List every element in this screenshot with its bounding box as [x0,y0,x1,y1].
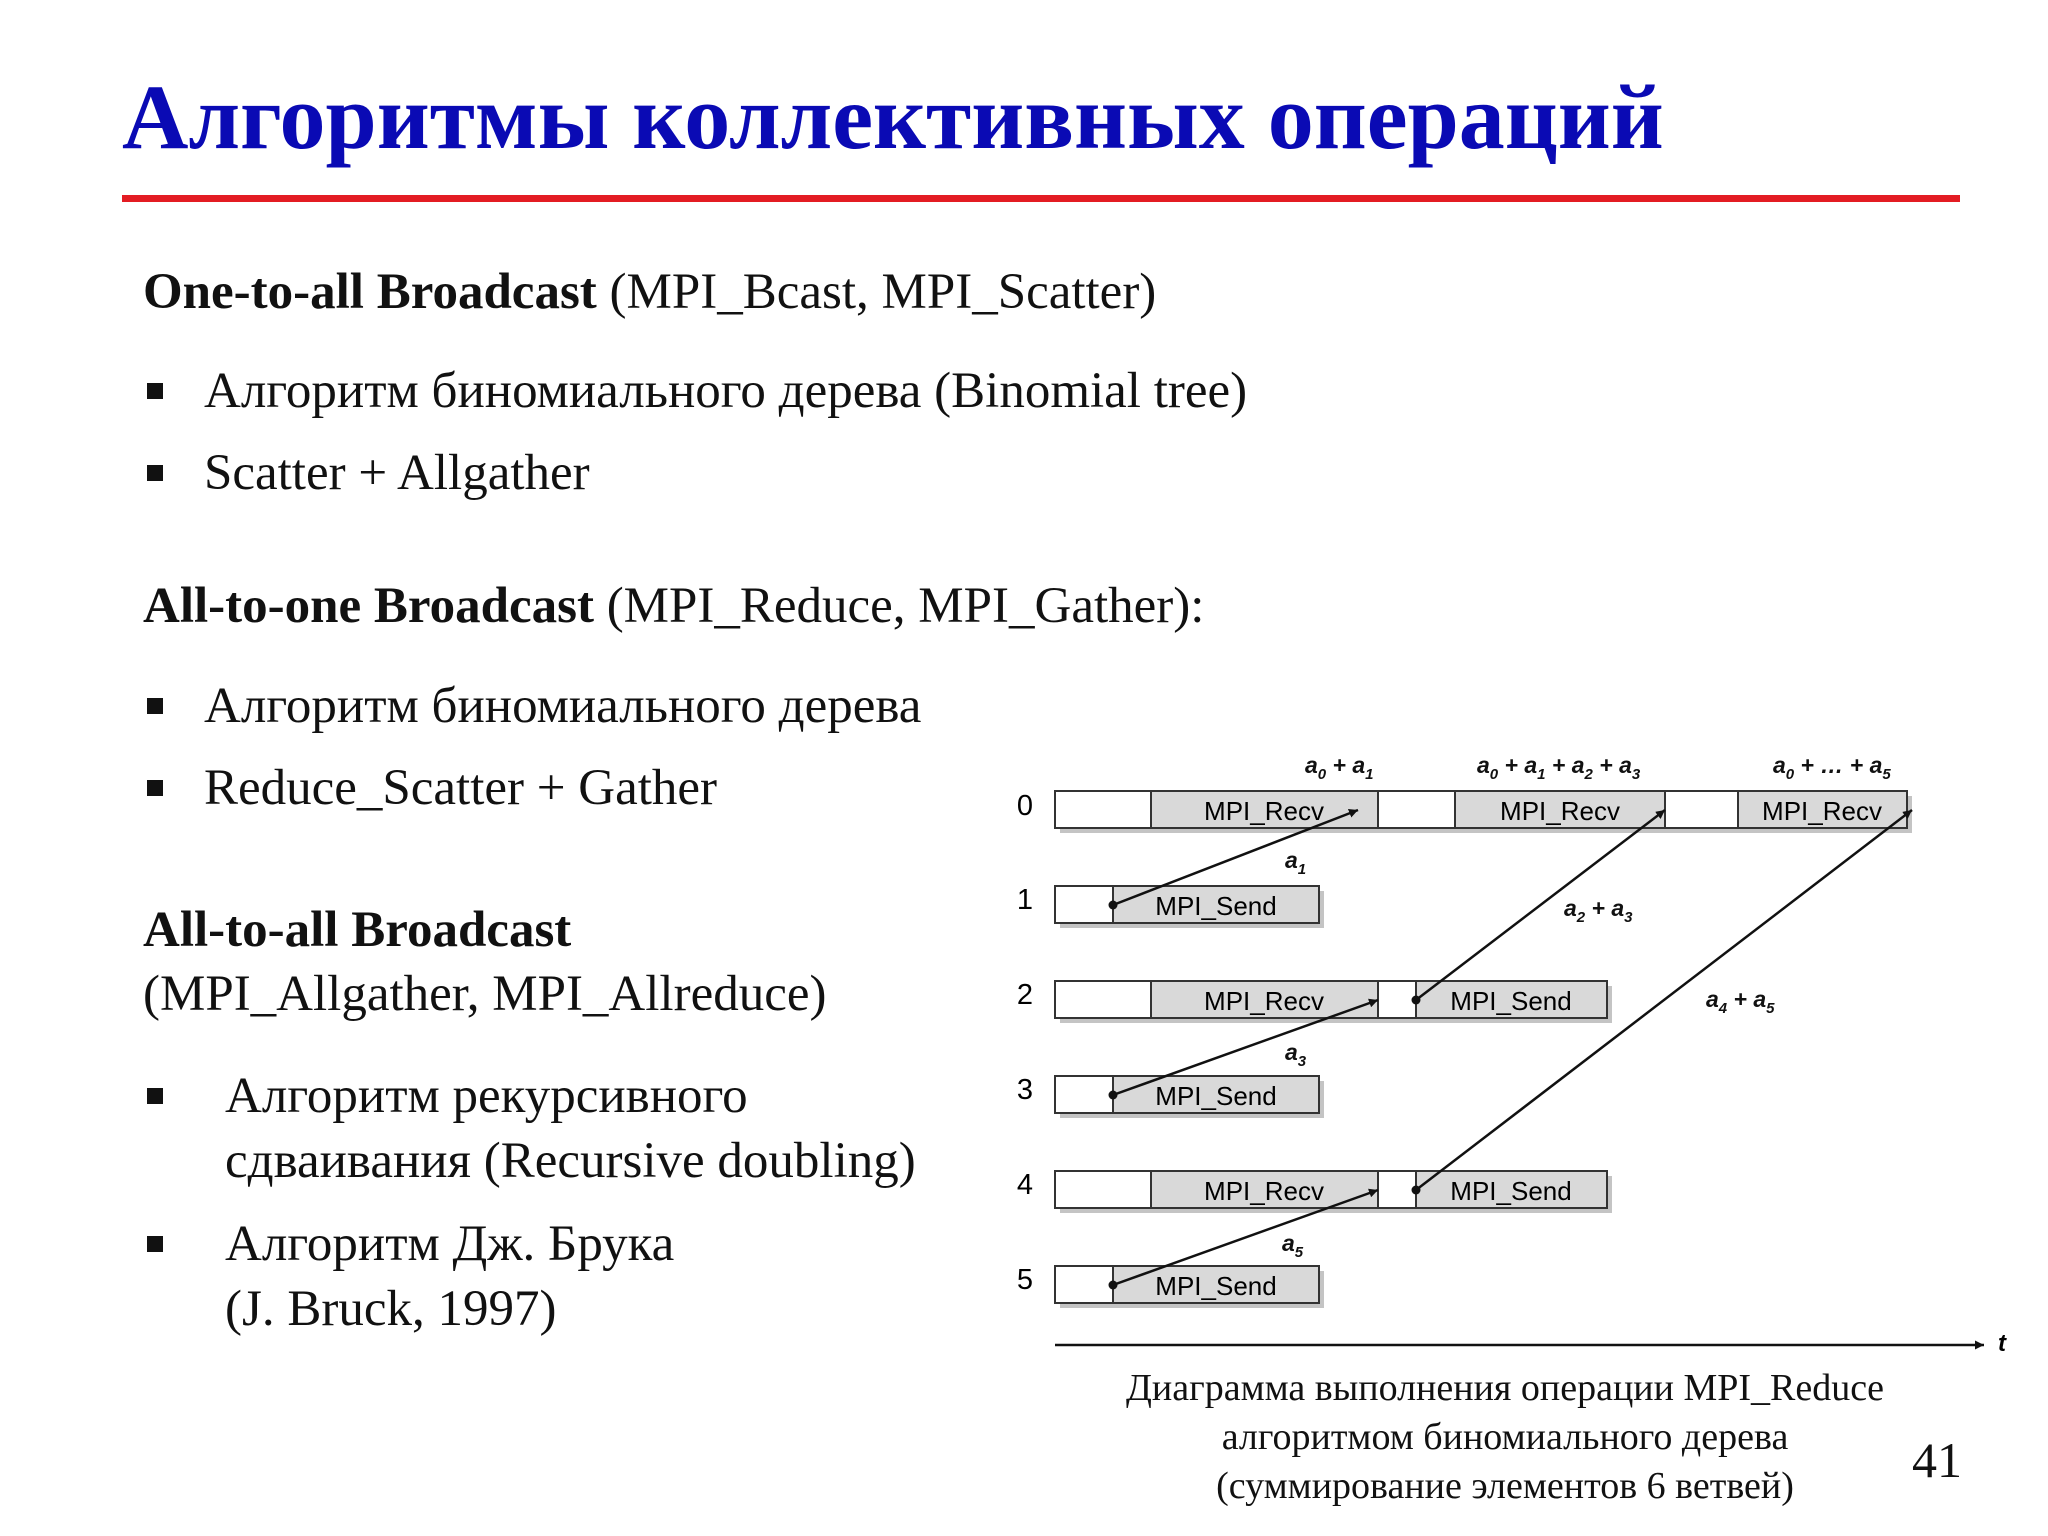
message-label-a5: $a_5$ [1282,1230,1304,1261]
list-item-continuation: сдваивания (Recursive doubling) [225,1133,916,1189]
message-label-a4-a5: $a_4 + a_5$ [1706,986,1775,1017]
message-label-a1: $a_1$ [1285,847,1307,878]
send-label: MPI_Send [1155,1081,1277,1111]
send-label: MPI_Send [1155,891,1277,921]
process-label: 0 [1016,790,1034,822]
send-point [1109,1091,1118,1100]
section-heading-functions: (MPI_Allgather, MPI_Allreduce) [143,966,827,1022]
send-label: MPI_Send [1155,1271,1277,1301]
heading-bold: All-to-one Broadcast [143,578,594,634]
send-point [1109,901,1118,910]
recv-label: MPI_Recv [1762,796,1882,826]
send-point [1412,996,1421,1005]
page-number: 41 [1912,1432,1962,1488]
message-label-a2-a3: $a_2 + a_3$ [1564,895,1633,926]
list-item: Алгоритм Дж. Брука [225,1216,675,1272]
process-label: 3 [1016,1074,1034,1106]
process-label: 2 [1016,979,1034,1011]
recv-label: MPI_Recv [1500,796,1620,826]
recv-label: MPI_Recv [1204,796,1324,826]
timeline-row-0 [1055,791,1912,833]
heading-bold: One-to-all Broadcast [143,264,597,320]
list-item-continuation: (J. Bruck, 1997) [225,1281,557,1337]
process-label: 4 [1016,1169,1034,1201]
send-label: MPI_Send [1450,986,1572,1016]
timeline-row-1 [1055,886,1324,928]
sum-label-a0-to-a5: $a_0$ + … + $a_5$ [1773,752,1891,783]
sum-label-a0-a1: $a_0 + a_1$ [1305,752,1374,783]
list-item: Алгоритм биномиального дерева [204,678,922,734]
heading-bold: All-to-all Broadcast [143,902,572,958]
sum-label-a0-to-a3: $a_0 + a_1 + a_2 + a_3$ [1477,752,1641,783]
timeline-row-5 [1055,1266,1324,1308]
process-label: 1 [1016,884,1034,916]
send-label: MPI_Send [1450,1176,1572,1206]
heading-functions: (MPI_Bcast, MPI_Scatter) [596,264,1157,320]
list-item: Алгоритм биномиального дерева (Binomial tree) [204,363,1248,419]
caption-line: (суммирование элементов 6 ветвей) [1216,1465,1794,1507]
process-label: 5 [1016,1264,1034,1296]
slide-title: Алгоритмы коллективных операций [122,66,1664,168]
list-item: Reduce_Scatter + Gather [204,760,718,816]
send-point [1109,1281,1118,1290]
message-label-a3: $a_3$ [1285,1039,1307,1070]
heading-functions: (MPI_Reduce, MPI_Gather): [593,578,1205,634]
time-axis-label: t [1998,1330,2006,1357]
caption-line: алгоритмом биномиального дерева [1221,1416,1789,1458]
timeline-row-3 [1055,1076,1324,1118]
send-point [1412,1186,1421,1195]
list-item: Алгоритм рекурсивного [225,1068,748,1124]
list-item: Scatter + Allgather [204,445,590,501]
diagram-caption [1035,1364,1975,1511]
recv-label: MPI_Recv [1204,1176,1324,1206]
recv-label: MPI_Recv [1204,986,1324,1016]
caption-line: Диаграмма выполнения операции MPI_Reduce [1126,1367,1884,1409]
message-arrow [1416,810,1665,1000]
